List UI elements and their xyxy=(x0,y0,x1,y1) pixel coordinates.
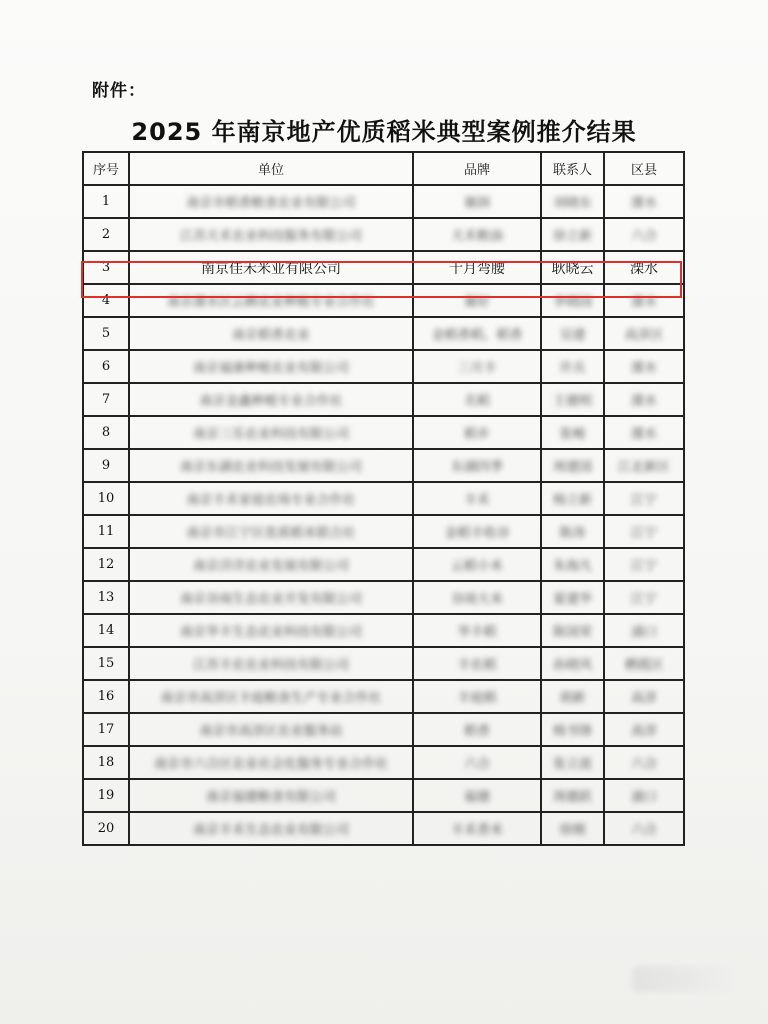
table-row xyxy=(83,812,684,845)
cell-unit-text: 南京华丰生态农业科技有限公司 xyxy=(179,625,362,640)
cell-district xyxy=(604,680,684,713)
cell-brand-text: 谷雨大米 xyxy=(450,592,503,607)
cell-district-text: 溧水 xyxy=(630,196,657,211)
cell-contact xyxy=(541,812,604,845)
cell-unit xyxy=(129,218,413,251)
cell-contact xyxy=(541,284,604,317)
cell-brand-text: 谢润 xyxy=(463,196,490,211)
cell-unit-text: 江苏天禾农业科技服务有限公司 xyxy=(179,229,362,244)
cell-unit-text: 南京福康种植农业有限公司 xyxy=(192,361,349,376)
cell-brand-text: 福德 xyxy=(463,790,490,805)
cell-no xyxy=(83,779,129,812)
table-body xyxy=(83,185,684,845)
cell-brand xyxy=(413,713,541,746)
cell-contact xyxy=(541,317,604,350)
cell-unit xyxy=(129,185,413,218)
cell-contact-text: 张立波 xyxy=(552,757,592,772)
cell-no-text: 2 xyxy=(101,227,111,242)
cell-unit-text: 南京溧水区云鹤农业种植专业合作社 xyxy=(166,295,375,310)
table-row xyxy=(83,185,684,218)
cell-no xyxy=(83,317,129,350)
cell-unit xyxy=(129,449,413,482)
column-header-unit: 单位 xyxy=(129,152,413,185)
cell-unit-text: 南京丰禾家庭农场专业合作社 xyxy=(186,493,356,508)
cell-unit xyxy=(129,482,413,515)
cell-brand-text: 丰禾香米 xyxy=(450,823,503,838)
cell-brand-text: 金稻香稻、稻香 xyxy=(431,328,523,343)
cell-unit xyxy=(129,548,413,581)
cell-unit-text: 南京市六合区农业社会化服务专业合作社 xyxy=(153,757,388,772)
cell-brand xyxy=(413,185,541,218)
cell-brand xyxy=(413,746,541,779)
cell-contact-text: 周德跃 xyxy=(552,790,592,805)
cell-district xyxy=(604,383,684,416)
attachment-label: 附件： xyxy=(92,81,146,101)
cell-contact-text: 周建国 xyxy=(552,460,592,475)
cell-district-text: 溧水 xyxy=(630,295,657,310)
cell-brand xyxy=(413,251,541,284)
cell-contact xyxy=(541,350,604,383)
cell-brand-text: 丰禾 xyxy=(463,493,490,508)
cell-district xyxy=(604,482,684,515)
cell-no-text: 13 xyxy=(97,590,115,605)
cell-contact-text: 夏建华 xyxy=(552,592,592,607)
cell-brand-text: 稻香 xyxy=(463,724,490,739)
cell-no-text: 7 xyxy=(101,392,111,407)
cell-contact xyxy=(541,185,604,218)
cell-contact xyxy=(541,713,604,746)
cell-contact-text: 耿晓云 xyxy=(551,260,594,277)
cell-district-text: 六合 xyxy=(630,757,657,772)
cell-unit-text: 南京金鑫种植专业合作社 xyxy=(199,394,343,409)
cell-no xyxy=(83,482,129,515)
cell-unit xyxy=(129,614,413,647)
cell-district xyxy=(604,218,684,251)
cell-contact-text: 张峻 xyxy=(559,427,586,442)
cell-contact-text: 刘晓东 xyxy=(552,196,592,211)
cell-unit xyxy=(129,680,413,713)
cell-contact xyxy=(541,614,604,647)
cell-no-text: 14 xyxy=(97,623,115,638)
cell-district-text: 高淳 xyxy=(630,691,657,706)
cell-no-text: 4 xyxy=(101,293,111,308)
cell-contact-text: 孙晓风 xyxy=(552,658,592,673)
cell-brand xyxy=(413,647,541,680)
cell-brand xyxy=(413,350,541,383)
watermark-logo xyxy=(632,966,742,992)
cell-unit-text: 南京市江宁区优质稻米联合社 xyxy=(186,526,356,541)
cell-brand-text: 十月弯腰 xyxy=(449,260,505,277)
cell-district xyxy=(604,812,684,845)
cell-contact xyxy=(541,548,604,581)
cell-contact-text: 杨立新 xyxy=(552,493,592,508)
cell-district xyxy=(604,449,684,482)
table-row xyxy=(83,746,684,779)
cell-contact-text: 陈涛 xyxy=(559,526,586,541)
cell-brand xyxy=(413,581,541,614)
cell-brand xyxy=(413,383,541,416)
column-header-contact: 联系人 xyxy=(541,152,604,185)
cell-contact-text: 徐刚 xyxy=(559,823,586,838)
table-row xyxy=(83,383,684,416)
cell-brand-text: 谢好 xyxy=(463,295,490,310)
cell-district-text: 江宁 xyxy=(630,526,657,541)
cell-contact-text: 吴建 xyxy=(559,328,586,343)
cell-district-text: 溧水 xyxy=(630,361,657,376)
cell-brand-text: 华丰稻 xyxy=(457,625,497,640)
table-row xyxy=(83,251,684,284)
cell-brand xyxy=(413,416,541,449)
cell-district xyxy=(604,713,684,746)
column-header-no: 序号 xyxy=(83,152,129,185)
cell-unit xyxy=(129,317,413,350)
cell-brand xyxy=(413,449,541,482)
document-title: 2025 年南京地产优质稻米典型案例推介结果 xyxy=(131,118,637,146)
table-row xyxy=(83,284,684,317)
cell-brand xyxy=(413,218,541,251)
cell-brand xyxy=(413,548,541,581)
cell-unit-text: 南京稻香农业 xyxy=(231,328,310,343)
cell-district xyxy=(604,251,684,284)
cell-district-text: 栖霞区 xyxy=(624,658,664,673)
cell-contact xyxy=(541,779,604,812)
cell-brand xyxy=(413,680,541,713)
cell-brand-text: 丰农稻 xyxy=(457,658,497,673)
cell-unit-text: 南京市高淳区农业服务站 xyxy=(199,724,343,739)
cell-no xyxy=(83,548,129,581)
cell-contact xyxy=(541,647,604,680)
cell-unit-text: 南京三乐农业科技有限公司 xyxy=(192,427,349,442)
cell-no xyxy=(83,350,129,383)
table-row xyxy=(83,482,684,515)
cell-no-text: 15 xyxy=(97,656,115,671)
cell-no-text: 6 xyxy=(101,359,111,374)
cell-no xyxy=(83,614,129,647)
cell-unit xyxy=(129,713,413,746)
cell-contact-text: 王德明 xyxy=(552,394,592,409)
table-row xyxy=(83,515,684,548)
cell-no xyxy=(83,185,129,218)
cell-district xyxy=(604,779,684,812)
cell-unit-text: 南京东湖农业科技发展有限公司 xyxy=(179,460,362,475)
cell-unit xyxy=(129,812,413,845)
cell-no-text: 12 xyxy=(97,557,115,572)
column-header-brand: 品牌 xyxy=(413,152,541,185)
cell-unit xyxy=(129,251,413,284)
table-row xyxy=(83,416,684,449)
cell-district xyxy=(604,647,684,680)
cell-unit-text: 南京福德粮食有限公司 xyxy=(205,790,336,805)
cell-contact-text: 陈国荣 xyxy=(552,625,592,640)
cell-no-text: 20 xyxy=(97,821,115,836)
cell-no-text: 10 xyxy=(97,491,115,506)
cell-no xyxy=(83,581,129,614)
cell-no-text: 19 xyxy=(97,788,115,803)
cell-district-text: 高淳 xyxy=(630,724,657,739)
cell-no xyxy=(83,218,129,251)
cell-no xyxy=(83,383,129,416)
cell-contact-text: 杨书锋 xyxy=(552,724,592,739)
cell-contact xyxy=(541,383,604,416)
cell-contact xyxy=(541,218,604,251)
cell-contact-text: 李晓园 xyxy=(552,295,592,310)
cell-brand-text: 云稻小米 xyxy=(450,559,503,574)
cell-contact-text: 胡新 xyxy=(559,691,586,706)
cell-unit xyxy=(129,746,413,779)
cell-no xyxy=(83,647,129,680)
cell-no xyxy=(83,680,129,713)
cell-district-text: 浦口 xyxy=(630,790,657,805)
cell-no xyxy=(83,284,129,317)
table-row xyxy=(83,548,684,581)
cell-district xyxy=(604,185,684,218)
table-row xyxy=(83,779,684,812)
cell-district-text: 江宁 xyxy=(630,559,657,574)
cell-brand-text: 稻乡 xyxy=(463,427,490,442)
cell-unit-text: 南京市稻香粮食农业有限公司 xyxy=(186,196,356,211)
cell-no-text: 18 xyxy=(97,755,115,770)
cell-brand-text: 东湖四季 xyxy=(450,460,503,475)
table-row xyxy=(83,218,684,251)
cell-brand xyxy=(413,812,541,845)
results-table xyxy=(82,151,685,846)
cell-unit xyxy=(129,284,413,317)
cell-district-text: 江宁 xyxy=(630,493,657,508)
cell-district xyxy=(604,746,684,779)
cell-brand-text: 六合 xyxy=(463,757,490,772)
cell-contact-text: 徐立新 xyxy=(552,229,592,244)
cell-district xyxy=(604,581,684,614)
cell-district xyxy=(604,350,684,383)
cell-unit xyxy=(129,647,413,680)
cell-contact xyxy=(541,746,604,779)
column-header-district: 区县 xyxy=(604,152,684,185)
cell-unit-text: 南京洋洋农业发展有限公司 xyxy=(192,559,349,574)
cell-unit xyxy=(129,383,413,416)
cell-no xyxy=(83,746,129,779)
cell-brand xyxy=(413,482,541,515)
cell-contact-text: 许兵 xyxy=(559,361,586,376)
cell-no-text: 5 xyxy=(101,326,111,341)
cell-brand xyxy=(413,515,541,548)
cell-district-text: 溧水 xyxy=(630,260,658,277)
cell-district-text: 六合 xyxy=(630,229,657,244)
cell-no xyxy=(83,515,129,548)
cell-no xyxy=(83,812,129,845)
cell-contact xyxy=(541,416,604,449)
cell-brand xyxy=(413,317,541,350)
cell-district-text: 高淳区 xyxy=(624,328,664,343)
cell-brand xyxy=(413,614,541,647)
cell-brand-text: 名稻 xyxy=(463,394,490,409)
table-row xyxy=(83,680,684,713)
cell-no-text: 8 xyxy=(101,425,111,440)
cell-no xyxy=(83,713,129,746)
cell-brand-text: 丰庭稻 xyxy=(457,691,497,706)
cell-no-text: 1 xyxy=(101,194,111,209)
cell-district-text: 浦口 xyxy=(630,625,657,640)
cell-district-text: 溧水 xyxy=(630,427,657,442)
cell-district-text: 江宁 xyxy=(630,592,657,607)
cell-district xyxy=(604,416,684,449)
cell-unit xyxy=(129,515,413,548)
cell-unit-text: 南京市高淳区丰庭粮食生产专业合作社 xyxy=(160,691,382,706)
cell-unit xyxy=(129,779,413,812)
cell-brand-text: 三月丰 xyxy=(457,361,497,376)
cell-district-text: 江北新区 xyxy=(617,460,670,475)
cell-brand xyxy=(413,284,541,317)
cell-district xyxy=(604,284,684,317)
cell-district xyxy=(604,614,684,647)
cell-contact xyxy=(541,680,604,713)
cell-no-text: 3 xyxy=(101,260,111,275)
table-row xyxy=(83,713,684,746)
table-row xyxy=(83,317,684,350)
cell-unit-text: 江苏丰农农业科技有限公司 xyxy=(192,658,349,673)
cell-brand xyxy=(413,779,541,812)
table-row xyxy=(83,581,684,614)
cell-district xyxy=(604,548,684,581)
cell-no-text: 17 xyxy=(97,722,115,737)
cell-contact-text: 朱海凡 xyxy=(552,559,592,574)
cell-district-text: 溧水 xyxy=(630,394,657,409)
cell-unit-text: 南京谷雨生态农业开发有限公司 xyxy=(179,592,362,607)
cell-unit xyxy=(129,581,413,614)
cell-contact xyxy=(541,482,604,515)
cell-unit xyxy=(129,350,413,383)
cell-brand-text: 金稻丰收谷 xyxy=(444,526,510,541)
table-row xyxy=(83,449,684,482)
cell-no xyxy=(83,416,129,449)
table-row xyxy=(83,647,684,680)
cell-unit-text: 南京丰禾生态农业有限公司 xyxy=(192,823,349,838)
cell-contact xyxy=(541,581,604,614)
cell-contact xyxy=(541,251,604,284)
cell-contact xyxy=(541,515,604,548)
cell-unit xyxy=(129,416,413,449)
table-row xyxy=(83,614,684,647)
cell-district xyxy=(604,515,684,548)
cell-no-text: 16 xyxy=(97,689,115,704)
cell-no xyxy=(83,251,129,284)
cell-no-text: 9 xyxy=(101,458,111,473)
cell-district xyxy=(604,317,684,350)
cell-brand-text: 天禾粮油 xyxy=(450,229,503,244)
cell-no-text: 11 xyxy=(97,524,115,539)
cell-unit-text: 南京佳禾米业有限公司 xyxy=(201,260,341,277)
cell-contact xyxy=(541,449,604,482)
cell-district-text: 六合 xyxy=(630,823,657,838)
table-row xyxy=(83,350,684,383)
cell-no xyxy=(83,449,129,482)
table-header-row xyxy=(83,152,684,185)
